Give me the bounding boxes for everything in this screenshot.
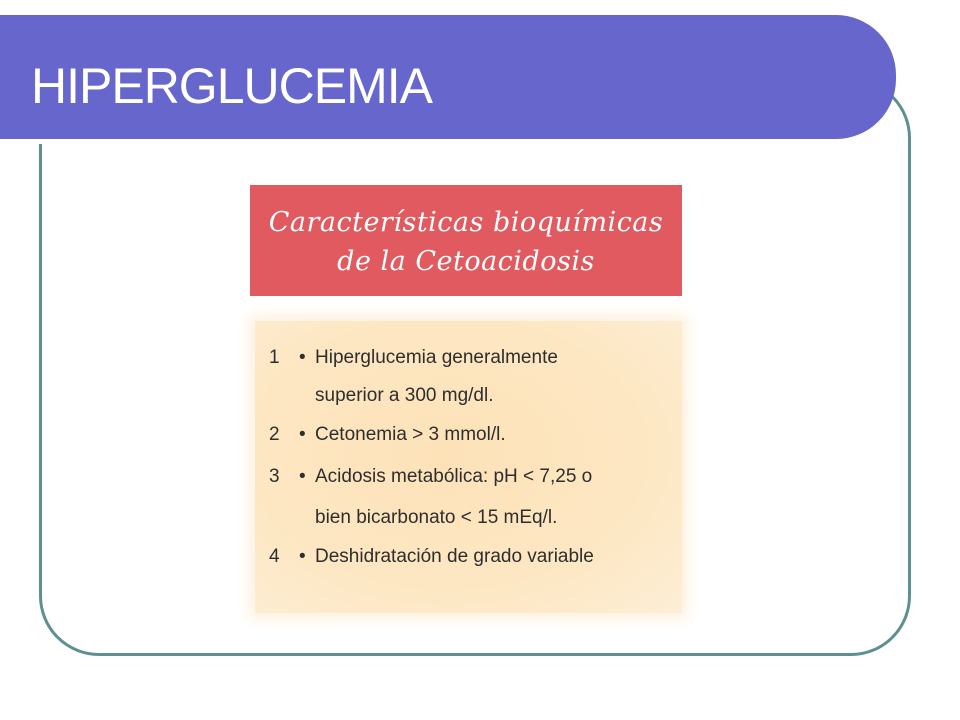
item-text: bien bicarbonato < 15 mEq/l. (315, 507, 558, 528)
figure-title-line-2: de la Cetoacidosis (337, 246, 595, 277)
title-underline (0, 139, 848, 144)
slide-title: HIPERGLUCEMIA (31, 58, 432, 114)
item-number: 4 (269, 546, 280, 567)
figure-title (250, 203, 682, 281)
bullet-icon: • (299, 466, 306, 487)
item-number: 2 (269, 424, 280, 445)
figure-body (255, 321, 682, 613)
item-text: Deshidratación de grado variable (315, 546, 594, 567)
figure-title-line-1: Características bioquímicas (268, 207, 664, 238)
bullet-icon: • (299, 347, 306, 368)
title-bar (0, 15, 896, 139)
item-number: 3 (269, 466, 280, 487)
item-text: Hiperglucemia generalmente (315, 347, 558, 368)
item-text: Cetonemia > 3 mmol/l. (315, 424, 506, 445)
ketoacidosis-figure (250, 185, 682, 613)
bullet-icon: • (299, 424, 306, 445)
bullet-icon: • (299, 546, 306, 567)
item-number: 1 (269, 347, 280, 368)
item-text: superior a 300 mg/dl. (315, 385, 494, 406)
item-text: Acidosis metabólica: pH < 7,25 o (315, 466, 593, 487)
figure-header (250, 185, 682, 296)
